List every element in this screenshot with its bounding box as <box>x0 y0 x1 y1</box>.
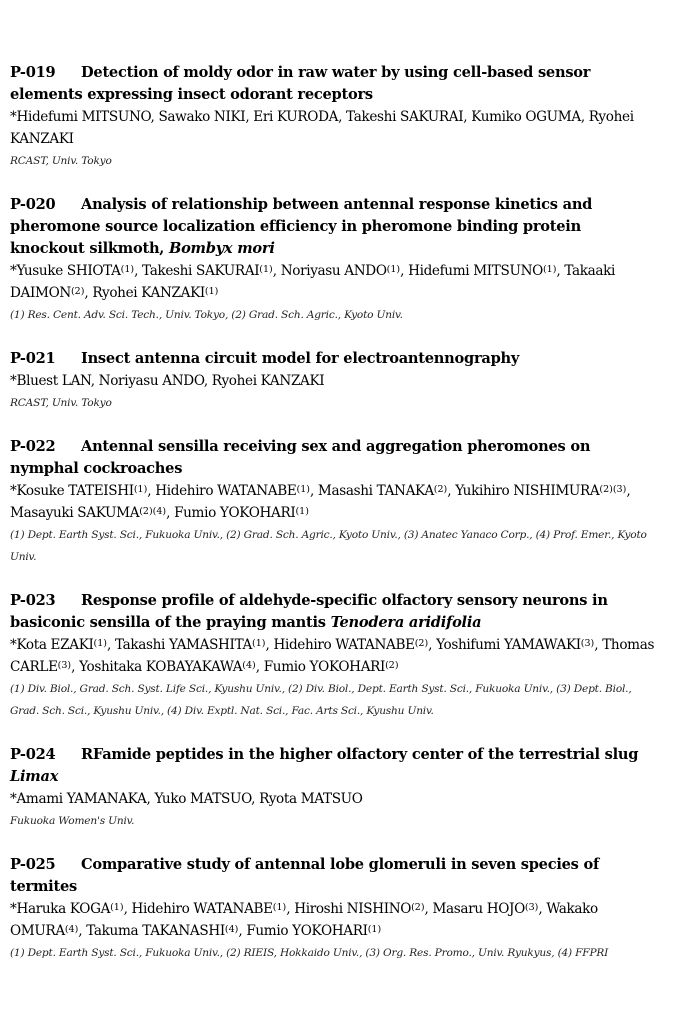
affiliation-marker: (3) <box>580 638 595 649</box>
affiliation-marker: (1) <box>110 902 124 913</box>
affiliation-marker: (1) <box>120 264 135 275</box>
author-list: *Haruka KOGA$^{(1)}$, Hidehiro WATANABE$^{(1)}$, Hiroshi NISHINO$^{(2)}$, Masaru HOJO$^{(3)}$, Wakako OMURA$^{(4)}$, Takuma TAKANASHI$^{(4)}$, Fumio YOKOHARI$^{(1)}$ <box>10 901 598 939</box>
abstract-list <box>10 62 660 986</box>
author-name: Ryohei KANZAKI <box>10 109 634 147</box>
poster-id: P-023 <box>10 592 56 609</box>
author-name: Noriyasu ANDO <box>280 263 387 279</box>
author-list: *Kota EZAKI$^{(1)}$, Takashi YAMASHITA$^{(1)}$, Hidehiro WATANABE$^{(2)}$, Yoshifumi YAMAWAKI$^{(3)}$, Thomas CARLE$^{(3)}$, Yoshitaka KOBAYAKAWA$^{(4)}$, Fumio YOKOHARI$^{(2)}$ <box>10 637 655 675</box>
affiliation-marker: (1) <box>204 286 219 297</box>
author-name: *Kota EZAKI <box>10 637 94 653</box>
title-text: Antennal sensilla receiving sex and aggregation pheromones on nymphal cockroaches <box>10 438 591 477</box>
author-name: Hidehiro WATANABE <box>131 901 273 917</box>
poster-entry <box>10 348 660 414</box>
author-list: *Hidefumi MITSUNO, Sawako NIKI, Eri KURODA, Takeshi SAKURAI, Kumiko OGUMA, Ryohei KANZAKI <box>10 109 634 147</box>
affiliation-marker: (1) <box>367 924 382 935</box>
author-name: Masashi TANAKA <box>317 483 434 499</box>
affiliation-marker: (3) <box>524 902 539 913</box>
author-name: Fumio YOKOHARI <box>174 505 296 521</box>
affiliation-marker: (2)(4) <box>139 506 167 517</box>
poster-entry <box>10 436 660 568</box>
species-name: Bombyx mori <box>168 240 275 257</box>
affiliation-marker: (2) <box>433 484 448 495</box>
affiliation-marker: (2)(3) <box>599 484 627 495</box>
author-name: Hiroshi NISHINO <box>294 901 412 917</box>
affiliation-marker: (1) <box>93 638 107 649</box>
author-name: Hidehiro WATANABE <box>155 483 297 499</box>
poster-entry <box>10 62 660 172</box>
poster-title <box>10 590 660 634</box>
author-list: *Kosuke TATEISHI$^{(1)}$, Hidehiro WATANABE$^{(1)}$, Masashi TANAKA$^{(2)}$, Yukihiro $NISHIMURA^{(2)(3)}$, Masayuki $SAKUMA^{(2)(4)}$, Fumio YOKOHARI$^{(1)}$ <box>10 483 631 521</box>
author-name: Ryohei KANZAKI <box>211 373 325 389</box>
affiliation-marker: (4) <box>64 924 79 935</box>
affiliation-marker: (2) <box>70 286 85 297</box>
author-name: Fumio YOKOHARI <box>263 659 386 675</box>
author-list: *Bluest LAN, Noriyasu ANDO, Ryohei KANZAKI <box>10 373 325 389</box>
author-list: *Yusuke SHIOTA$^{(1)}$, Takeshi SAKURAI$^{(1)}$, Noriyasu ANDO$^{(1)}$, Hidefumi MITSUNO$^{(1)}$, Takaaki DAIMON$^{(2)}$, Ryohei KANZAKI$^{(1)}$ <box>10 263 616 301</box>
author-name: Hidefumi MITSUNO <box>408 263 543 279</box>
title-text: RFamide peptides in the higher olfactory center of the terrestrial slug <box>81 746 639 763</box>
affiliation-marker: (3) <box>57 660 72 671</box>
title-text: Detection of moldy odor in raw water by using cell-based sensor elements expressing insect odorant receptors <box>10 64 591 103</box>
poster-id: P-020 <box>10 196 56 213</box>
author-name: Ryohei KANZAKI <box>92 285 205 301</box>
poster-entry <box>10 744 660 832</box>
affiliation: (1) Dept. Earth Syst. Sci., Fukuoka Univ., (2) Grad. Sch. Agric., Kyoto Univ., (3) Anatec Yanaco Corp., (4) Prof. Emer., Kyoto Univ. <box>10 529 647 563</box>
poster-entry <box>10 854 660 964</box>
author-list: *Amami YAMANAKA, Yuko MATSUO, Ryota MATSUO <box>10 791 363 807</box>
affiliation-marker: (2) <box>411 902 425 913</box>
affiliation-marker: (1) <box>252 638 266 649</box>
affiliation-marker: (1) <box>295 506 309 517</box>
title-text: Insect antenna circuit model for electroantennography <box>81 350 520 367</box>
author-name: *Haruka KOGA <box>10 901 111 917</box>
author-name: Takuma TAKANASHI <box>86 923 225 939</box>
author-name: Noriyasu ANDO <box>98 373 204 389</box>
author-name: Fumio YOKOHARI <box>246 923 368 939</box>
affiliation-marker: (4) <box>242 660 256 671</box>
author-name: Yoshitaka KOBAYAKAWA <box>79 659 243 675</box>
author-name: Ryota MATSUO <box>259 791 363 807</box>
species-name: Limax <box>10 768 59 785</box>
author-name: Yuko MATSUO <box>154 791 252 807</box>
poster-id: P-019 <box>10 64 56 81</box>
affiliation: RCAST, Univ. Tokyo <box>10 397 112 409</box>
affiliation-marker: (1) <box>272 902 287 913</box>
author-name: Thomas CARLE <box>10 637 655 675</box>
author-name: Yoshifumi YAMAWAKI <box>436 637 581 653</box>
affiliation-marker: (1) <box>296 484 310 495</box>
author-name: *Yusuke SHIOTA <box>10 263 121 279</box>
poster-id: P-021 <box>10 350 56 367</box>
author-name: Takaaki DAIMON <box>10 263 616 301</box>
affiliation-marker: (2) <box>385 660 399 671</box>
author-name: Takeshi SAKURAI <box>142 263 260 279</box>
affiliation: (1) Dept. Earth Syst. Sci., Fukuoka Univ., (2) RIEIS, Hokkaido Univ., (3) Org. Res. Promo., Univ. Ryukyus, (4) FFPRI <box>10 947 609 959</box>
poster-entry <box>10 194 660 326</box>
author-name: Kumiko OGUMA <box>471 109 581 125</box>
poster-entry <box>10 590 660 722</box>
affiliation: Fukuoka Women's Univ. <box>10 815 135 827</box>
affiliation-marker: (1) <box>133 484 148 495</box>
affiliation-marker: (1) <box>259 264 273 275</box>
poster-id: P-025 <box>10 856 56 873</box>
poster-id: P-024 <box>10 746 56 763</box>
title-text: Response profile of aldehyde-specific olfactory sensory neurons in basiconic sensilla of the praying mantis <box>10 592 608 631</box>
author-name: Masayuki SAKUMA <box>10 505 140 521</box>
author-name: Yukihiro NISHIMURA <box>455 483 600 499</box>
poster-title <box>10 348 660 370</box>
affiliation: (1) Div. Biol., Grad. Sch. Syst. Life Sci., Kyushu Univ., (2) Div. Biol., Dept. Earth Syst. Sci., Fukuoka Univ., (3) Dept. Biol., Grad. Sch. Sci., Kyushu Univ., (4) Div. Exptl. Nat. Sci., Fac. Arts Sci., Kyushu Univ. <box>10 683 632 717</box>
author-name: Takashi YAMASHITA <box>114 637 253 653</box>
author-name: *Bluest LAN <box>10 373 91 389</box>
poster-title <box>10 436 660 480</box>
author-name: *Hidefumi MITSUNO <box>10 109 151 125</box>
author-name: Wakako OMURA <box>10 901 598 939</box>
poster-title <box>10 744 660 788</box>
author-name: Eri KURODA <box>253 109 339 125</box>
title-text: Analysis of relationship between antennal response kinetics and pheromone source localization efficiency in pheromone binding protein knockout silkmoth, <box>10 196 593 257</box>
author-name: *Amami YAMANAKA <box>10 791 147 807</box>
poster-title <box>10 62 660 106</box>
poster-title <box>10 854 660 898</box>
author-name: *Kosuke TATEISHI <box>10 483 134 499</box>
author-name: Hidehiro WATANABE <box>273 637 415 653</box>
poster-id: P-022 <box>10 438 56 455</box>
poster-title <box>10 194 660 260</box>
affiliation-marker: (2) <box>414 638 429 649</box>
affiliation: (1) Res. Cent. Adv. Sci. Tech., Univ. Tokyo, (2) Grad. Sch. Agric., Kyoto Univ. <box>10 309 403 321</box>
affiliation: RCAST, Univ. Tokyo <box>10 155 112 167</box>
affiliation-marker: (1) <box>386 264 401 275</box>
author-name: Masaru HOJO <box>432 901 525 917</box>
affiliation-marker: (4) <box>224 924 239 935</box>
species-name: Tenodera aridifolia <box>330 614 482 631</box>
title-text: Comparative study of antennal lobe glomeruli in seven species of termites <box>10 856 599 895</box>
author-name: Takeshi SAKURAI <box>346 109 464 125</box>
affiliation-marker: (1) <box>542 264 557 275</box>
author-name: Sawako NIKI <box>158 109 246 125</box>
